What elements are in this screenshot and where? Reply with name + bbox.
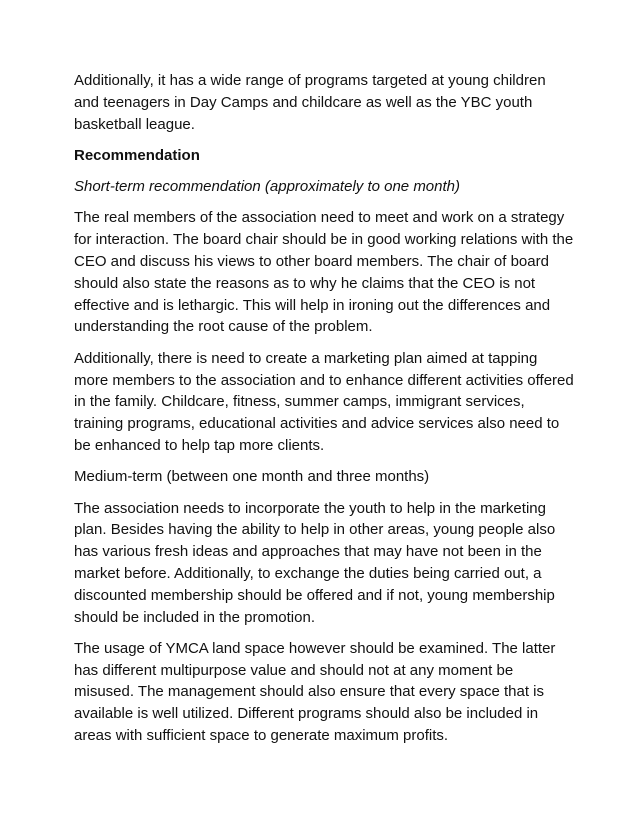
- subheading-medium-term: Medium-term (between one month and three months): [74, 468, 430, 486]
- paragraph-youth-marketing: The association needs to incorporate the youth to help in the marketing plan. Besides having the ability to help in other areas, young people also has various fresh ideas and approaches that may have not been in the market before. Additionally, to exchange the duties being carried out, a discounted membership should be offered and if not, young membership should be included in the promotion.: [74, 499, 556, 626]
- subheading-short-term: Short-term recommendation (approximately to one month): [74, 178, 461, 196]
- paragraph-programs: Additionally, it has a wide range of programs targeted at young children and teenagers in Day Camps and childcare as well as the YBC youth basketball league.: [74, 72, 546, 133]
- document-page: [74, 70, 574, 756]
- paragraph-marketing-plan: Additionally, there is need to create a marketing plan aimed at tapping more members to the association and to enhance different activities offered in the family. Childcare, fitness, summer camps, immigrant services, training programs, educational activities and advice services also need to be enhanced to help tap more clients.: [74, 349, 574, 454]
- paragraph-land-space: The usage of YMCA land space however should be examined. The latter has different multipurpose value and should not at any moment be misused. The management should also ensure that every space that is available is well utilized. Different programs should also be included in areas with sufficient space to generate maximum profits.: [74, 639, 556, 745]
- paragraph-board-relations: The real members of the association need to meet and work on a strategy for interaction. The board chair should be in good working relations with the CEO and discuss his views to other board members. The chair of board should also state the reasons as to why he claims that the CEO is not effective and is lethargic. This will help in ironing out the differences and understanding the root cause of the problem.: [74, 209, 574, 336]
- section-heading-recommendation: Recommendation: [74, 146, 200, 164]
